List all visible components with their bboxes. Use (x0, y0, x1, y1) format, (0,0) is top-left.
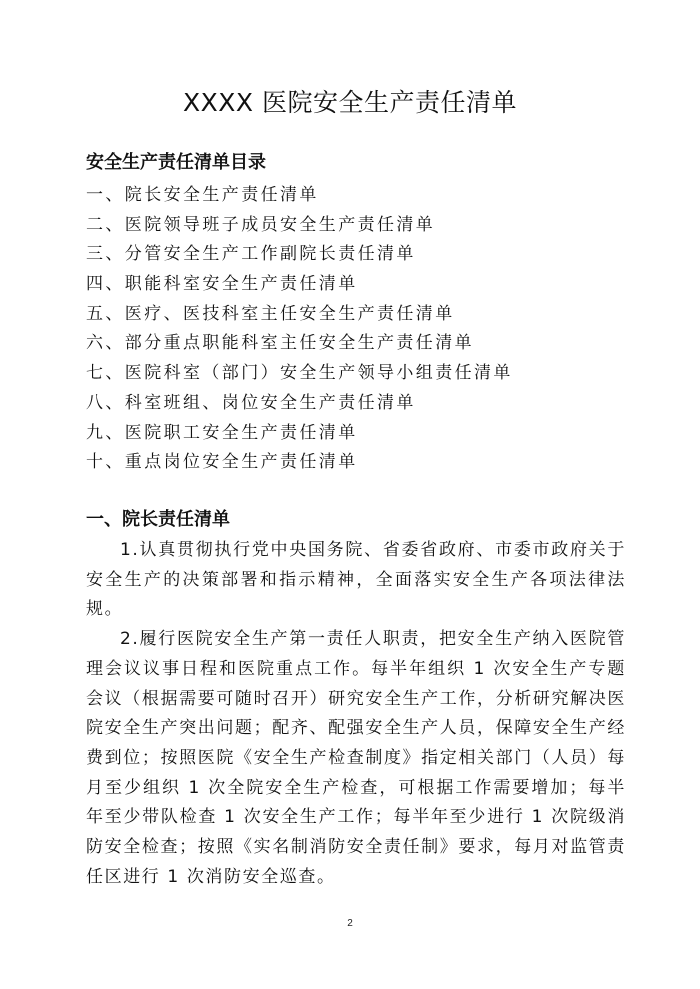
document-title: XXXX 医院安全生产责任清单 (183, 88, 517, 117)
toc-heading: 安全生产责任清单目录 (86, 152, 266, 173)
toc-item: 二、医院领导班子成员安全生产责任清单 (86, 214, 436, 235)
page-number: 2 (347, 918, 353, 929)
toc-item: 七、医院科室（部门）安全生产领导小组责任清单 (86, 363, 513, 384)
toc-item: 四、职能科室安全生产责任清单 (86, 274, 358, 295)
section-heading: 一、院长责任清单 (86, 509, 230, 530)
toc-item: 一、院长安全生产责任清单 (86, 185, 319, 205)
paragraph: 1.认真贯彻执行党中央国务院、省委省政府、市委市政府关于安全生产的决策部署和指示精神，全面落实安全生产各项法律法规。 (86, 540, 626, 620)
toc-item: 三、分管安全生产工作副院长责任清单 (86, 244, 416, 265)
toc-item: 六、部分重点职能科室主任安全生产责任清单 (86, 333, 474, 354)
table-of-contents (86, 181, 513, 478)
paragraph: 2.履行医院安全生产第一责任人职责，把安全生产纳入医院管理会议议事日程和医院重点工作。每半年组织 1 次安全生产专题会议（根据需要可随时召开）研究安全生产工作，分析研究解决医院安全生产突出问题；配齐、配强安全生产人员，保障安全生产经费到位；按照医院《安全生产检查制度》指定相关部门（人员）每月至少组织 1 次全院安全生产检查，可根据工作需要增加；每半年至少带队检查 1 次安全生产工作；每半年至少进行 1 次院级消防安全检查；按照《实名制消防安全责任制》要求，每月对监管责任区进行 1 次消防安全巡查。 (86, 629, 626, 887)
toc-item: 九、医院职工安全生产责任清单 (86, 422, 358, 443)
toc-item: 五、医疗、医技科室主任安全生产责任清单 (86, 303, 455, 324)
toc-item: 十、重点岗位安全生产责任清单 (86, 452, 358, 473)
section-body (86, 536, 626, 892)
toc-item: 八、科室班组、岗位安全生产责任清单 (86, 392, 416, 413)
